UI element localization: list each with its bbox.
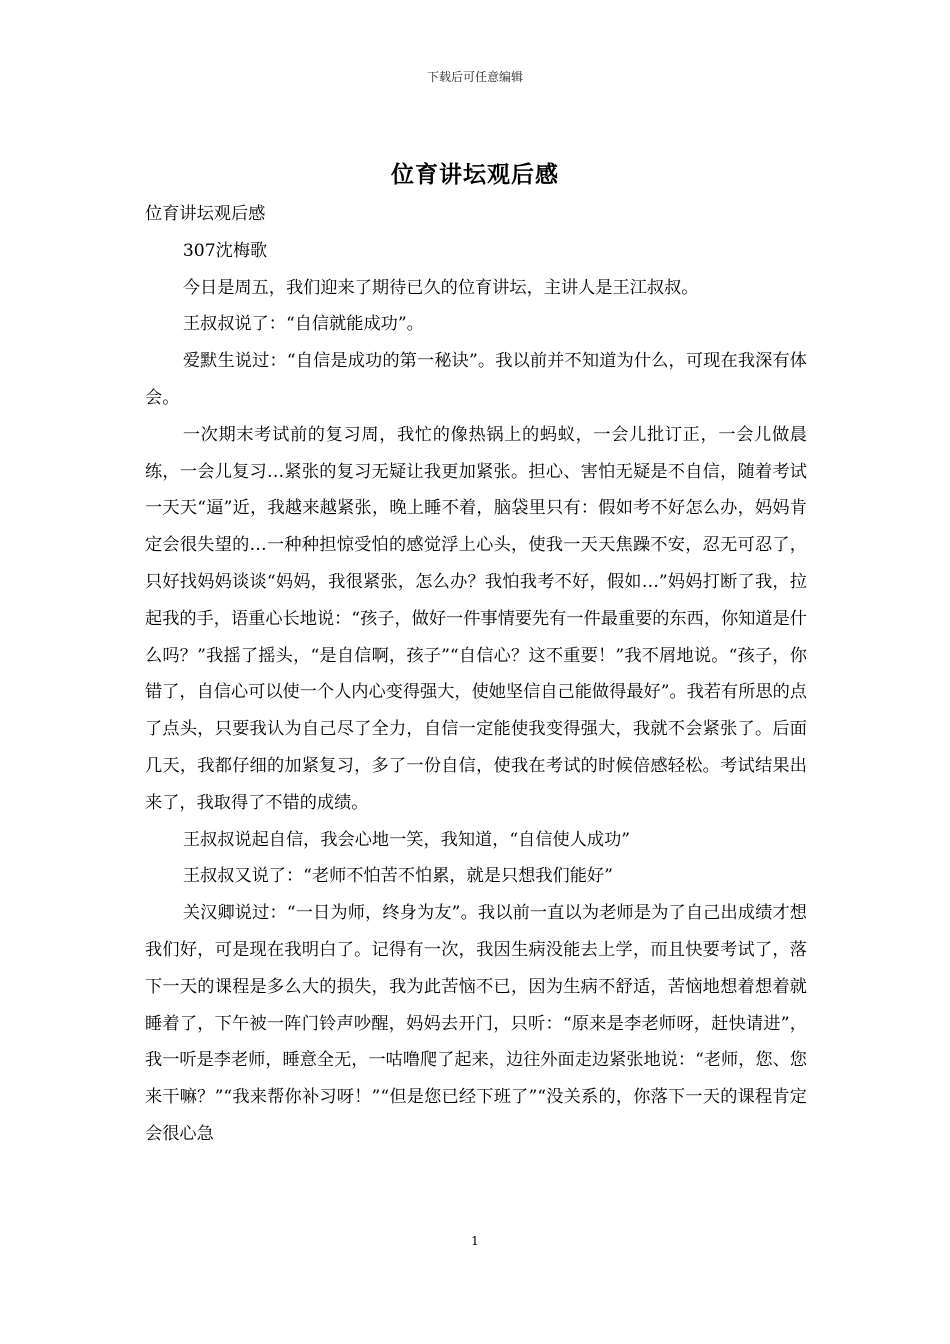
paragraph-subtitle: 位育讲坛观后感 bbox=[145, 204, 266, 224]
document-body bbox=[145, 196, 807, 1153]
paragraph: 关汉卿说过：“一日为师，终身为友”。我以前一直以为老师是为了自己出成绩才想我们好，可是现在我明白了。记得有一次，我因生病没能去上学，而且快要考试了，落下一天的课程是多么大的损失，我为此苦恼不已，因为生病不舒适，苦恼地想着想着就睡着了，下午被一阵门铃声吵醒，妈妈去开门，只听：“原来是李老师呀，赶快请进”，我一听是李老师，睡意全无，一咕噜爬了起来，边往外面走边紧张地说：“老师，您、您来干嘛？”“我来帮你补习呀！”“但是您已经下班了”“没关系的，你落下一天的课程肯定会很心急 bbox=[145, 903, 807, 1144]
paragraph-author: 307沈梅歌 bbox=[182, 240, 268, 261]
paragraph: 王叔叔说了：“自信就能成功”。 bbox=[182, 314, 424, 335]
paragraph: 爱默生说过：“自信是成功的第一秘诀”。我以前并不知道为什么，可现在我深有体会。 bbox=[145, 351, 807, 408]
document-title: 位育讲坛观后感 bbox=[391, 161, 559, 188]
header-note: 下载后可任意编辑 bbox=[426, 70, 523, 84]
page-number: 1 bbox=[471, 1234, 479, 1248]
paragraph: 王叔叔又说了：“老师不怕苦不怕累，就是只想我们能好” bbox=[182, 866, 613, 887]
paragraph: 王叔叔说起自信，我会心地一笑，我知道，“自信使人成功” bbox=[182, 829, 631, 850]
paragraph: 今日是周五，我们迎来了期待已久的位育讲坛，主讲人是王江叔叔。 bbox=[182, 277, 699, 298]
paragraph: 一次期末考试前的复习周，我忙的像热锅上的蚂蚁，一会儿批订正，一会儿做晨练，一会儿复习…紧张的复习无疑让我更加紧张。担心、害怕无疑是不自信，随着考试一天天“逼”近，我越来越紧张，晚上睡不着，脑袋里只有：假如考不好怎么办，妈妈肯定会很失望的…一种种担惊受怕的感觉浮上心头，使我一天天焦躁不安，忍无可忍了，只好找妈妈谈谈“妈妈，我很紧张，怎么办？我怕我考不好，假如…”妈妈打断了我，拉起我的手，语重心长地说：“孩子，做好一件事情要先有一件最重要的东西，你知道是什么吗？”我摇了摇头，“是自信啊，孩子”“自信心？这不重要！”我不屑地说。“孩子，你错了，自信心可以使一个人内心变得强大，使她坚信自己能做得最好”。我若有所思的点了点头，只要我认为自己尽了全力，自信一定能使我变得强大，我就不会紧张了。后面几天，我都仔细的加紧复习，多了一份自信，使我在考试的时候倍感轻松。考试结果出来了，我取得了不错的成绩。 bbox=[145, 424, 807, 813]
